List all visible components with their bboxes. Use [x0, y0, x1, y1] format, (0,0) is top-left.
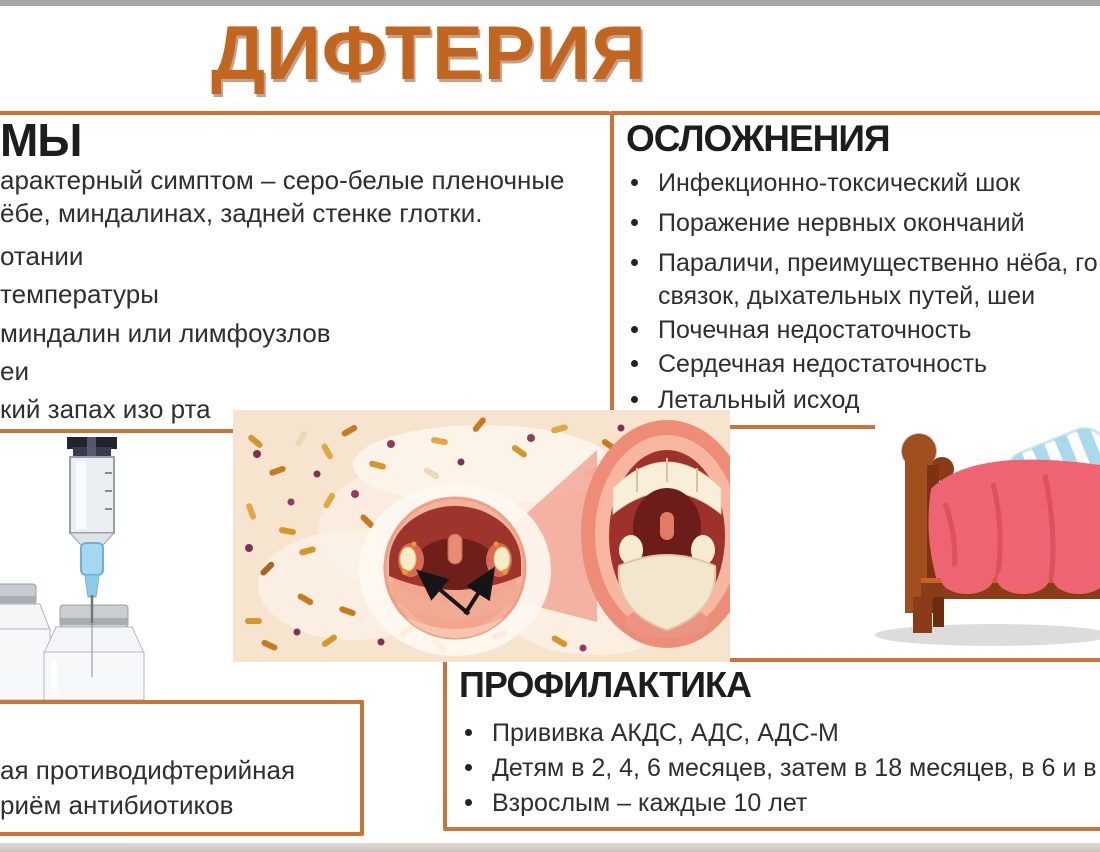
prevention-item: [492, 789, 807, 818]
complications-heading: ОСЛОЖНЕНИЯ: [626, 118, 890, 159]
complication-text: Инфекционно-токсический шок: [658, 169, 1021, 197]
complication-item: [658, 316, 972, 345]
poster-title: ДИФТЕРИЯ: [211, 11, 647, 96]
bottom-gray-bar: [0, 843, 1100, 852]
symptom-line: арактерный симптом – серо-белые пленочные: [0, 165, 565, 195]
bullet-icon: [465, 764, 472, 771]
prevention-text: Детям в 2, 4, 6 месяцев, затем в 18 месяцев, в 6 и в: [492, 754, 1097, 782]
complication-item: [658, 386, 859, 415]
bullet-icon: [631, 179, 638, 186]
complication-item: [658, 209, 1025, 238]
complication-item: [658, 249, 1098, 278]
top-gray-bar: [0, 0, 1100, 6]
complication-text: Поражение нервных окончаний: [658, 209, 1025, 237]
symptoms-heading-fragment: МЫ: [0, 114, 82, 166]
bed-illustration: [875, 413, 1100, 655]
symptom-line: отании: [0, 241, 84, 271]
bullet-icon: [631, 360, 638, 367]
treatment-line: ая противодифтерийная: [0, 755, 296, 785]
prevention-heading: ПРОФИЛАКТИКА: [459, 664, 751, 705]
complication-text: связок, дыхательных путей, шеи: [658, 282, 1036, 310]
bullet-icon: [631, 259, 638, 266]
complication-item: [658, 169, 1020, 198]
prevention-text: Взрослым – каждые 10 лет: [492, 789, 808, 817]
symptom-line: миндалин или лимфоузлов: [0, 318, 331, 348]
complication-text: Почечная недостаточность: [658, 316, 972, 344]
symptom-line: кий запах изо рта: [0, 394, 211, 424]
prevention-item: [492, 754, 1097, 783]
prevention-text: Прививка АКДС, АДС, АДС-М: [492, 719, 839, 747]
complication-item: [658, 350, 987, 379]
bacteria-throat-illustration: [233, 410, 730, 662]
symptom-line: еи: [0, 356, 29, 386]
symptoms-box-border: [0, 111, 610, 433]
complication-text: Параличи, преимущественно нёба, го: [658, 249, 1098, 277]
bullet-icon: [465, 799, 472, 806]
treatment-line: риём антибиотиков: [0, 790, 234, 820]
complication-text: Сердечная недостаточность: [658, 350, 988, 378]
complication-text: Летальный исход: [658, 386, 860, 414]
bullet-icon: [465, 729, 472, 736]
symptom-line: температуры: [0, 279, 159, 309]
syringe-vials-illustration: [0, 437, 233, 700]
symptom-line: ёбе, миндалинах, задней стенке глотки.: [0, 198, 483, 228]
bullet-icon: [631, 326, 638, 333]
bullet-icon: [631, 219, 638, 226]
bullet-icon: [631, 396, 638, 403]
complication-item-continuation: [658, 282, 1035, 311]
prevention-item: [492, 719, 839, 748]
